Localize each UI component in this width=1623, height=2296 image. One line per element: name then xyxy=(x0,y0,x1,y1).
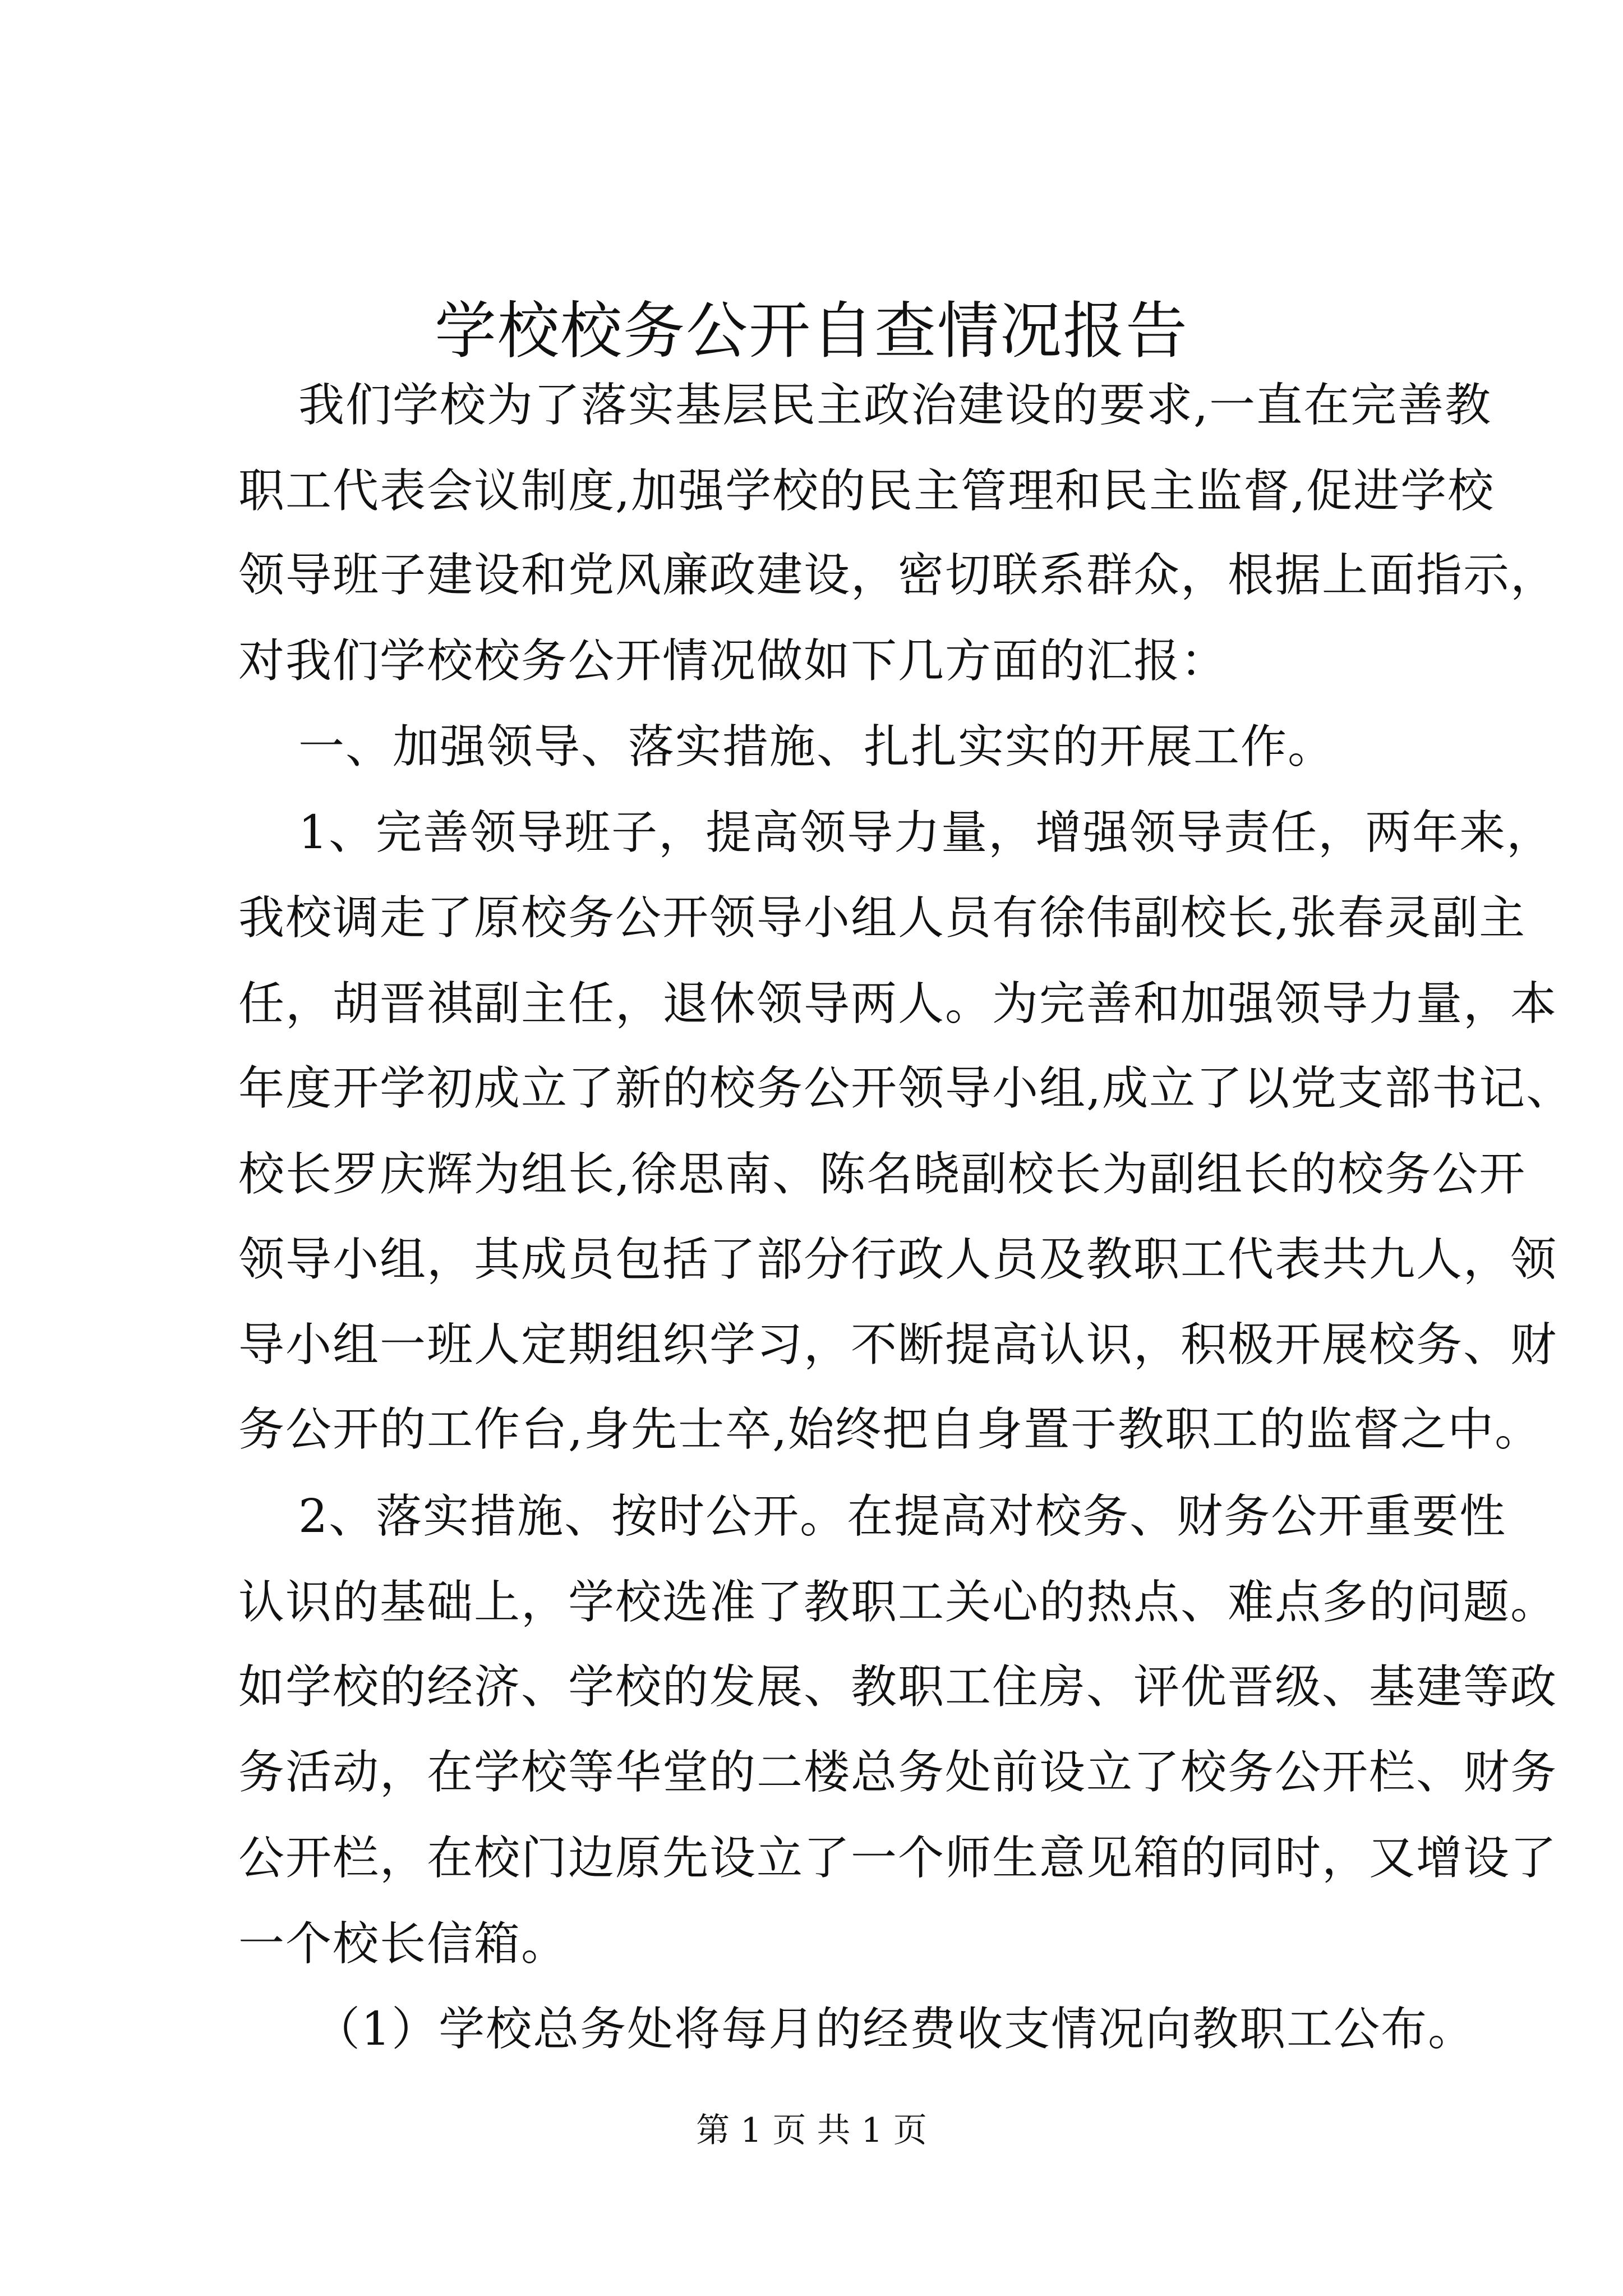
paragraph-line-6: 1、完善领导班子，提高领导力量，增强领导责任，两年来， xyxy=(298,806,1554,859)
list-item-1: （1）学校总务处将每月的经费收支情况向教职工公布。 xyxy=(314,2003,1476,2056)
paragraph-line-9: 年度开学初成立了新的校务公开领导小组,成立了以党支部书记、 xyxy=(238,1062,1574,1115)
document-title: 学校校务公开自查情况报告 xyxy=(435,295,1188,367)
paragraph-line-3: 领导班子建设和党风廉政建设，密切联系群众，根据上面指示， xyxy=(238,549,1558,602)
paragraph-line-11: 领导小组，其成员包括了部分行政人员及教职工代表共九人，领 xyxy=(238,1233,1558,1286)
paragraph-line-19: 一个校长信箱。 xyxy=(238,1917,569,1971)
paragraph-line-16: 如学校的经济、学校的发展、教职工住房、评优晋级、基建等政 xyxy=(238,1660,1558,1714)
paragraph-line-15: 认识的基础上，学校选准了教职工关心的热点、难点多的问题。 xyxy=(238,1576,1558,1629)
paragraph-line-12: 导小组一班人定期组织学习，不断提高认识，积极开展校务、财 xyxy=(238,1318,1558,1372)
paragraph-line-18: 公开栏，在校门边原先设立了一个师生意见箱的同时，又增设了 xyxy=(238,1832,1558,1885)
paragraph-line-13: 务公开的工作台,身先士卒,始终把自身置于教职工的监督之中。 xyxy=(238,1403,1542,1456)
paragraph-line-8: 任，胡晋祺副主任，退休领导两人。为完善和加强领导力量，本 xyxy=(238,977,1558,1030)
paragraph-line-10: 校长罗庆辉为组长,徐思南、陈名晓副校长为副组长的校务公开 xyxy=(238,1148,1527,1201)
paragraph-line-17: 务活动，在学校等华堂的二楼总务处前设立了校务公开栏、财务 xyxy=(238,1746,1558,1799)
section-heading: 一、加强领导、落实措施、扎扎实实的开展工作。 xyxy=(298,720,1335,774)
paragraph-line-14: 2、落实措施、按时公开。在提高对校务、财务公开重要性 xyxy=(298,1490,1507,1543)
paragraph-line-1: 我们学校为了落实基层民主政治建设的要求,一直在完善教 xyxy=(298,379,1492,432)
page-footer: 第 1 页 共 1 页 xyxy=(696,2111,927,2150)
paragraph-line-4: 对我们学校校务公开情况做如下几方面的汇报： xyxy=(238,634,1228,688)
paragraph-line-7: 我校调走了原校务公开领导小组人员有徐伟副校长,张春灵副主 xyxy=(238,891,1527,945)
paragraph-line-2: 职工代表会议制度,加强学校的民主管理和民主监督,促进学校 xyxy=(238,464,1495,518)
